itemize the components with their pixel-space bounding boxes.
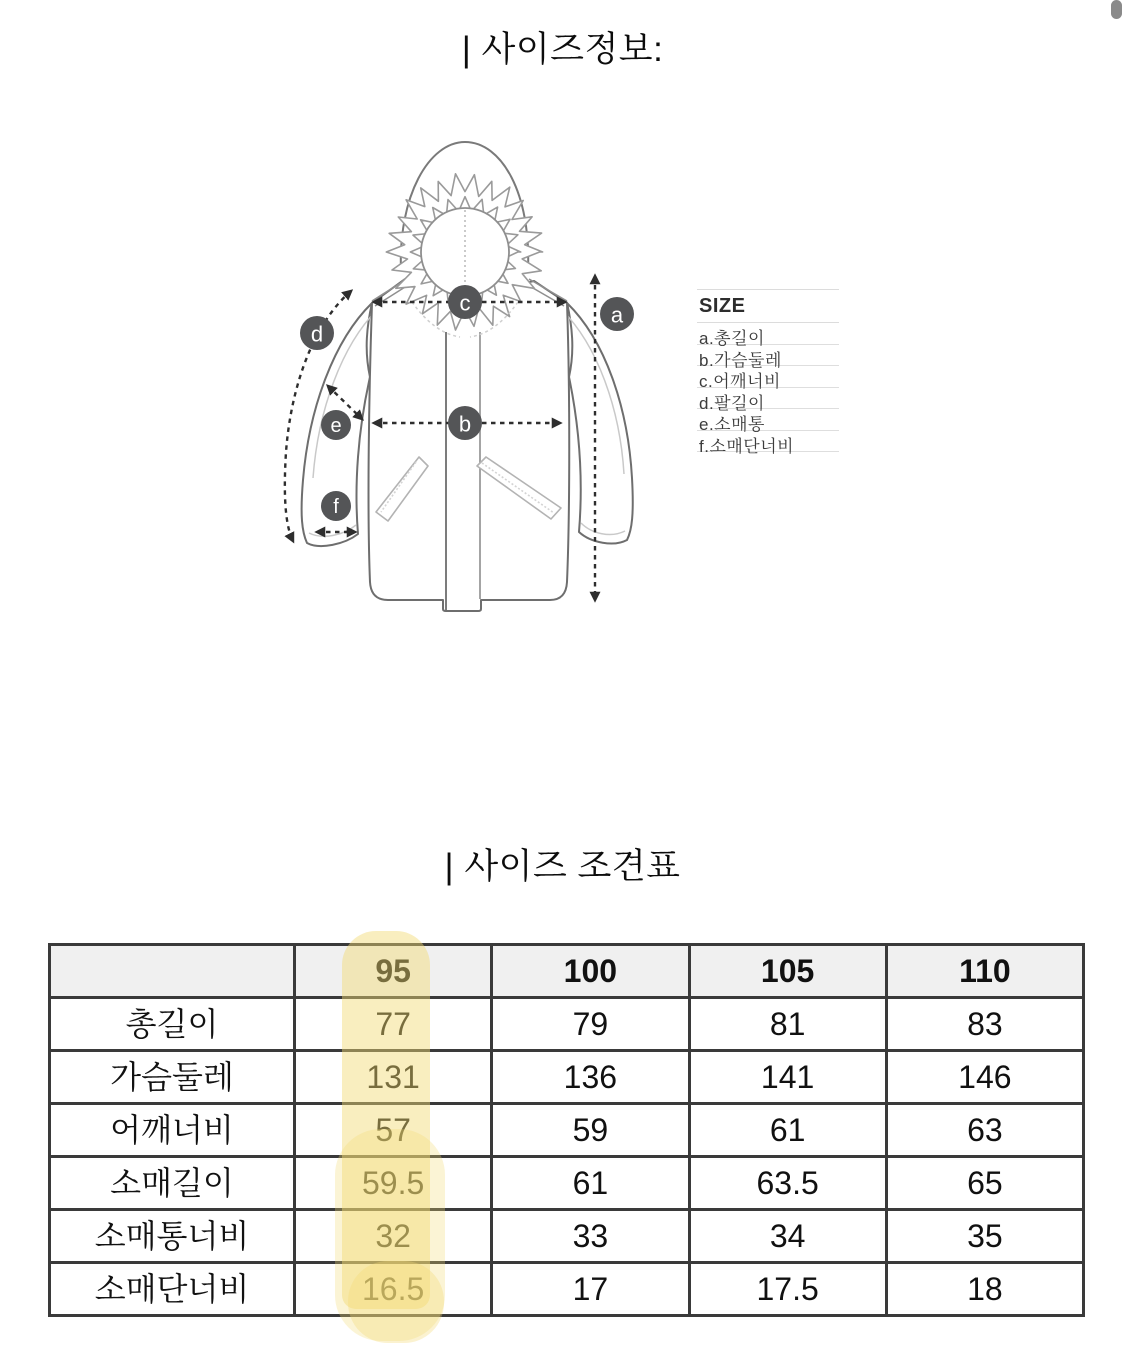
row-label: 어깨너비 [50,1104,295,1157]
size-value-cell: 17 [492,1263,689,1316]
legend-item-b: b.가슴둘레 [697,345,839,367]
size-value-cell: 83 [886,998,1083,1051]
jacket-body [369,277,570,611]
size-value-cell: 131 [295,1051,492,1104]
size-value-cell: 35 [886,1210,1083,1263]
size-value-cell: 77 [295,998,492,1051]
size-table-row-3 [50,1157,1084,1210]
svg-text:e: e [330,415,342,437]
size-info-title: | 사이즈정보: [461,30,664,69]
size-table-row-1 [50,1051,1084,1104]
size-value-cell: 81 [689,998,886,1051]
row-label: 소매통너비 [50,1210,295,1263]
marker-f [321,491,351,521]
legend-item-d: d.팔길이 [697,388,839,410]
size-table-row-2 [50,1104,1084,1157]
size-column-header-110: 110 [886,945,1083,998]
legend-item-e: e.소매통 [697,409,839,431]
row-label: 가슴둘레 [50,1051,295,1104]
size-column-header-105: 105 [689,945,886,998]
size-value-cell: 59.5 [295,1157,492,1210]
size-chart-title: | 사이즈 조견표 [444,847,681,886]
size-value-cell: 18 [886,1263,1083,1316]
size-value-cell: 17.5 [689,1263,886,1316]
size-value-cell: 141 [689,1051,886,1104]
svg-text:b: b [458,411,472,437]
legend-item-f: f.소매단너비 [697,431,839,453]
size-legend [697,289,839,456]
size-table-header-row [50,945,1084,998]
jacket-diagram-svg [260,130,660,660]
legend-item-c: c.어깨너비 [697,366,839,388]
marker-c [448,285,482,319]
svg-text:d: d [310,321,324,347]
size-column-header-95: 95 [295,945,492,998]
row-label: 총길이 [50,998,295,1051]
size-value-cell: 61 [492,1157,689,1210]
size-value-cell: 65 [886,1157,1083,1210]
size-value-cell: 146 [886,1051,1083,1104]
svg-text:c: c [459,290,471,316]
size-table-row-4 [50,1210,1084,1263]
size-value-cell: 63.5 [689,1157,886,1210]
size-table-row-0 [50,998,1084,1051]
jacket-measurement-diagram [260,130,660,660]
marker-a [600,297,634,331]
size-column-header-100: 100 [492,945,689,998]
size-table-row-5 [50,1263,1084,1316]
size-value-cell: 59 [492,1104,689,1157]
svg-text:a: a [610,302,624,328]
marker-b [448,406,482,440]
size-value-cell: 34 [689,1210,886,1263]
size-table-body [50,998,1084,1316]
size-legend-title: SIZE [697,290,839,323]
size-value-cell: 79 [492,998,689,1051]
size-value-cell: 32 [295,1210,492,1263]
row-label: 소매단너비 [50,1263,295,1316]
size-value-cell: 63 [886,1104,1083,1157]
size-value-cell: 61 [689,1104,886,1157]
scrollbar-thumb[interactable] [1111,0,1122,19]
marker-e [321,410,351,440]
size-legend-items [697,323,839,456]
row-label: 소매길이 [50,1157,295,1210]
size-chart-table [48,943,1085,1317]
svg-text:f: f [333,496,339,518]
size-value-cell: 33 [492,1210,689,1263]
size-value-cell: 16.5 [295,1263,492,1316]
size-value-cell: 136 [492,1051,689,1104]
legend-item-a: a.총길이 [697,323,839,345]
size-table-corner-cell [50,945,295,998]
marker-d [300,316,334,350]
size-value-cell: 57 [295,1104,492,1157]
